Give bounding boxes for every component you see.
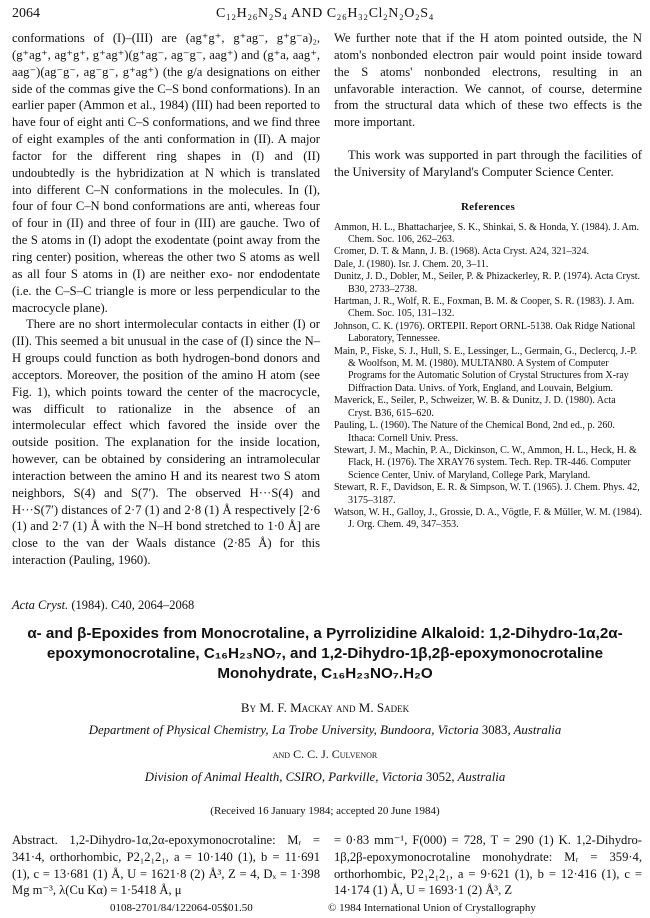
reference-item: Dunitz, J. D., Dobler, M., Seiler, P. & Phizackerley, R. P. (1974). Acta Cryst. B30, 2733–2738. [334,271,641,295]
reference-item: Johnson, C. K. (1976). ORTEPII. Report ORNL-5138. Oak Ridge National Laboratory, Tennessee. [334,320,636,345]
page-number: 2064 [12,6,40,21]
article-title: α- and β-Epoxides from Monocrotaline, a Pyrrolizidine Alkaloid: 1,2-Dihydro-1α,2α-epoxymonocrotaline, C₁₆H₂₃NO₇, and 1,2-Dihydro-1β,2β-epoxymonocrotaline Monohydrate, C₁₆H₂₃NO₇.H₂O [27,625,623,682]
reference-item: Stewart, J. M., Machin, P. A., Dickinson, C. W., Ammon, H. L., Heck, H. & Flack, H. (1976). The XRAY76 system. Tech. Rep. TR-446. Computer Science Center, Univ. of Maryland, College Park, Maryland. [334,444,637,481]
authors-line-1: By M. F. Mackay and M. Sadek [240,700,410,715]
article-citation [12,598,194,613]
right-column [334,30,642,532]
abstract-right: = 0·83 mm⁻¹, F(000) = 728, T = 290 (1) K. 1,2-Dihydro-1β,2β-epoxymonocrotaline monohydrate: Mᵣ = 359·4, orthorhombic, P2₁2₁2₁, a = 9·621 (1), b = 12·416 (1), c = 14·174 (1) Å, U = 1693·1 (2) Å³, Z [334,833,642,898]
affiliation-2 [0,770,650,785]
affiliation-2-postcode: 3052 [425,770,452,784]
article-code: 0108-2701/84/122064-05$01.50 [110,902,253,914]
body-paragraph: There are no short intermolecular contacts in either (I) or (II). This seemed a bit unusual in the case of (I) since the N–H groups could function as both hydrogen-bond donors and acceptors. Moreover, the position of the amino H atom (see Fig. 1), which points toward the center of the macrocycle, was difficult to rationalize in the absence of an intermolecular effect which favored the inside over the outside position. The explanation for the inside location, however, can be obtained by considering an intramolecular interaction between the amino H and its nearest two S atom neighbors, S(4) and S(7′). The observed H···S(4) and H···S(7′) distances of 2·7 (1) and 2·8 (1) Å respectively [2·6 (1) and 2·7 (1) Å with the N–H bond stretched to 1·0 Å] are close to the van der Waals distance (2·85 Å) for this interaction (Pauling, 1960). [12,317,320,568]
body-paragraph: conformations of (I)–(III) are (ag⁺g⁺, g⁺ag⁻, g⁺g⁻a)₂, (g⁺ag⁺, ag⁺g⁺, g⁺ag⁺)(g⁺ag⁻, ag⁻g⁻, aag⁺) and (g⁺a, aag⁺, aag⁻)(ag⁻g⁻, ag⁻g⁻, g⁺ag⁺) (the g/a designations on either side of the commas give the C–S bond conformations). In an earlier paper (Ammon et al., 1984) (III) had been reported to have four of eight anti C–S conformations, and we find three of eight examples of the anti conformation in (II). A major factor for the different ring shapes in (I) and (II) undoubtedly is the hybridization at N which is translated into different C–N conformations in the molecules. In (I), four of four C–N bond conformations are anti, whereas four of four in (II) and three of four in (III) are gauche. Two of the S atoms in (I) adopt the exodentate (point away from the ring center) position, whereas the other two S atoms as well as all four S atoms in (I) are neither exo- nor endodentate (i.e. the C–S–C triangle is more or less perpendicular to the macrocycle plane). [12,31,320,315]
reference-item: Ammon, H. L., Bhattacharjee, S. K., Shinkai, S. & Honda, Y. (1984). J. Am. Chem. Soc. 106, 262–263. [334,221,639,245]
affiliation-1 [0,723,650,738]
running-header [12,6,638,26]
reference-list [334,222,642,532]
affiliation-1-country: , Australia [507,723,562,737]
acknowledgement-paragraph: This work was supported in part through the facilities of the University of Maryland's Computer Science Center. [334,148,642,179]
affiliation-2-text: Division of Animal Health, CSIRO, Parkville, Victoria [144,770,423,784]
citation-journal: Acta Cryst. [12,598,69,612]
reference-item: Cromer, D. T. & Mann, J. B. (1968). Acta Cryst. A24, 321–324. [334,246,590,258]
running-title: C₁₂H₂₆N₂S₄ AND C₂₆H₃₂Cl₂N₂O₂S₄ [216,6,434,21]
affiliation-2-country: , Australia [451,770,506,784]
reference-item: Watson, W. H., Galloy, J., Grossie, D. A., Vögtle, F. & Müller, W. M. (1984). J. Org. Chem. 49, 347–353. [334,506,642,531]
copyright-notice: © 1984 International Union of Crystallography [328,902,536,914]
citation-volume-pages: (1984). C40, 2064–2068 [71,598,195,612]
body-paragraph: We further note that if the H atom pointed outside, the N atom's nonbonded electron pair would point inside toward the S atoms' nonbonded electrons, resulting in an unfavorable interaction. We cannot, of course, determine from the structural data which of these two effects is the more important. [334,31,642,130]
references-heading: References [460,200,516,213]
reference-item: Pauling, L. (1960). The Nature of the Chemical Bond, 2nd ed., p. 260. Ithaca: Cornell Univ. Press. [334,420,615,444]
received-dates: (Received 16 January 1984; accepted 20 June 1984) [210,805,440,817]
authors-line-2: and C. C. J. Culvenor [272,747,378,761]
reference-item: Dale, J. (1980). Isr. J. Chem. 20, 3–11. [334,258,489,270]
affiliation-1-text: Department of Physical Chemistry, La Trobe University, Bundoora, Victoria [88,723,479,737]
reference-item: Main, P., Fiske, S. J., Hull, S. E., Lessinger, L., Germain, G., Declercq, J.-P. & Woolfson, M. M. (1980). MULTAN80. A System of Computer Programs for the Automatic Solution of Crystal Structures from X-ray Diffraction Data. Univs. of York, England, and Louvain, Belgium. [334,345,638,394]
affiliation-1-postcode: 3083 [481,723,508,737]
left-column [12,30,320,569]
abstract-left: Abstract. 1,2-Dihydro-1α,2α-epoxymonocrotaline: Mᵣ = 341·4, orthorhombic, P2₁2₁2₁, a = 10·140 (1), b = 11·691 (1), c = 13·681 (1) Å, U = 1621·8 (2) Å³, Z = 4, Dₓ = 1·398 Mg m⁻³, λ(Cu Kα) = 1·5418 Å, μ [12,833,320,898]
reference-item: Maverick, E., Seiler, P., Schweizer, W. B. & Dunitz, J. D. (1980). Acta Cryst. B36, 615–620. [334,395,616,419]
reference-item: Stewart, R. F., Davidson, E. R. & Simpson, W. T. (1965). J. Chem. Phys. 42, 3175–3187. [334,482,640,506]
reference-item: Hartman, J. R., Wolf, R. E., Foxman, B. M. & Cooper, S. R. (1983). J. Am. Chem. Soc. 105, 131–132. [334,296,635,320]
